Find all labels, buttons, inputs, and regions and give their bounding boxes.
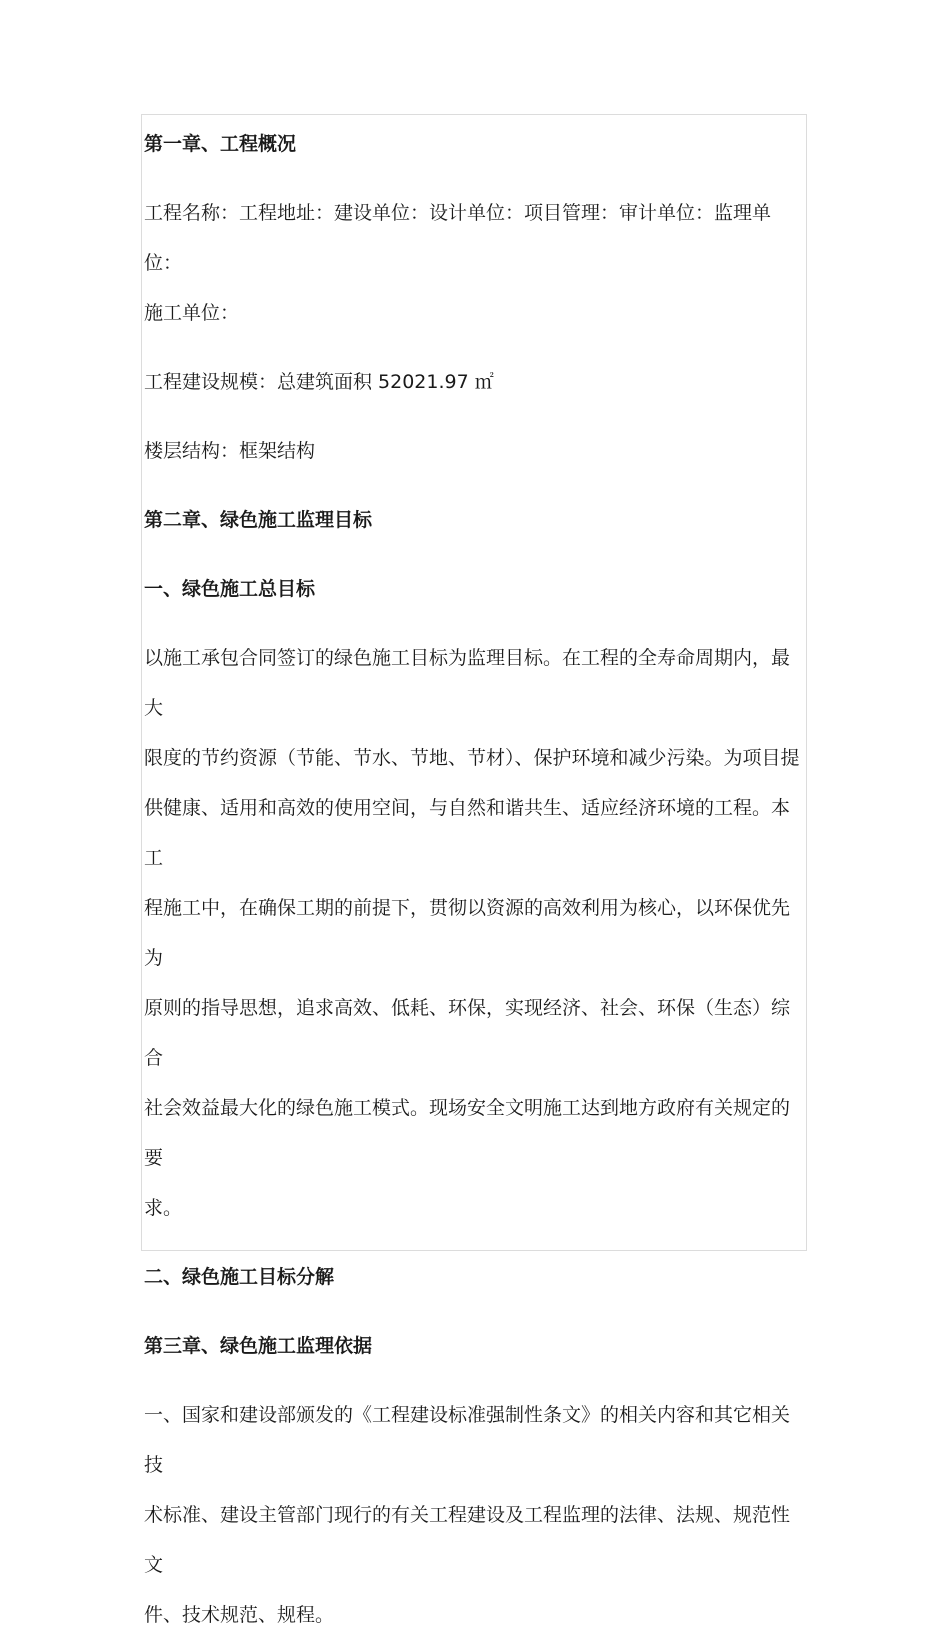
project-info-line-1: 工程名称：工程地址：建设单位：设计单位：项目管理：审计单位：监理单位： (144, 202, 772, 274)
body-line: 限度的节约资源（节能、节水、节地、节材）、保护环境和减少污染。为项目提 (144, 747, 800, 769)
construction-scale: 工程建设规模：总建筑面积 52021.97 ㎡ (144, 371, 494, 393)
project-info-line-2: 施工单位： (144, 302, 240, 324)
section-1-title: 一、绿色施工总目标 (144, 578, 316, 600)
chapter-2-title: 第二章、绿色施工监理目标 (144, 509, 373, 531)
body-line: 程施工中，在确保工期的前提下，贯彻以资源的高效利用为核心，以环保优先为 (144, 897, 791, 969)
section-1-body (144, 633, 808, 1233)
chapter-3-title: 第三章、绿色施工监理依据 (144, 1335, 373, 1357)
body-line: 以施工承包合同签订的绿色施工目标为监理目标。在工程的全寿命周期内，最大 (144, 647, 791, 719)
floor-structure: 楼层结构：框架结构 (144, 440, 316, 462)
body-line: 社会效益最大化的绿色施工模式。现场安全文明施工达到地方政府有关规定的要 (144, 1097, 791, 1169)
body-line: 供健康、适用和高效的使用空间，与自然和谐共生、适应经济环境的工程。本工 (144, 797, 791, 869)
body-line: 术标准、建设主管部门现行的有关工程建设及工程监理的法律、法规、规范性文 (144, 1504, 791, 1576)
body-line: 一、国家和建设部颁发的《工程建设标准强制性条文》的相关内容和其它相关技 (144, 1404, 791, 1476)
body-line: 件、技术规范、规程。 (144, 1604, 335, 1626)
basis-body (144, 1390, 808, 1640)
document-body (144, 119, 808, 1640)
chapter-1-title: 第一章、工程概况 (144, 133, 297, 155)
body-line: 原则的指导思想，追求高效、低耗、环保，实现经济、社会、环保（生态）综合 (144, 997, 791, 1069)
section-2-title: 二、绿色施工目标分解 (144, 1266, 335, 1288)
body-line: 求。 (144, 1197, 183, 1219)
